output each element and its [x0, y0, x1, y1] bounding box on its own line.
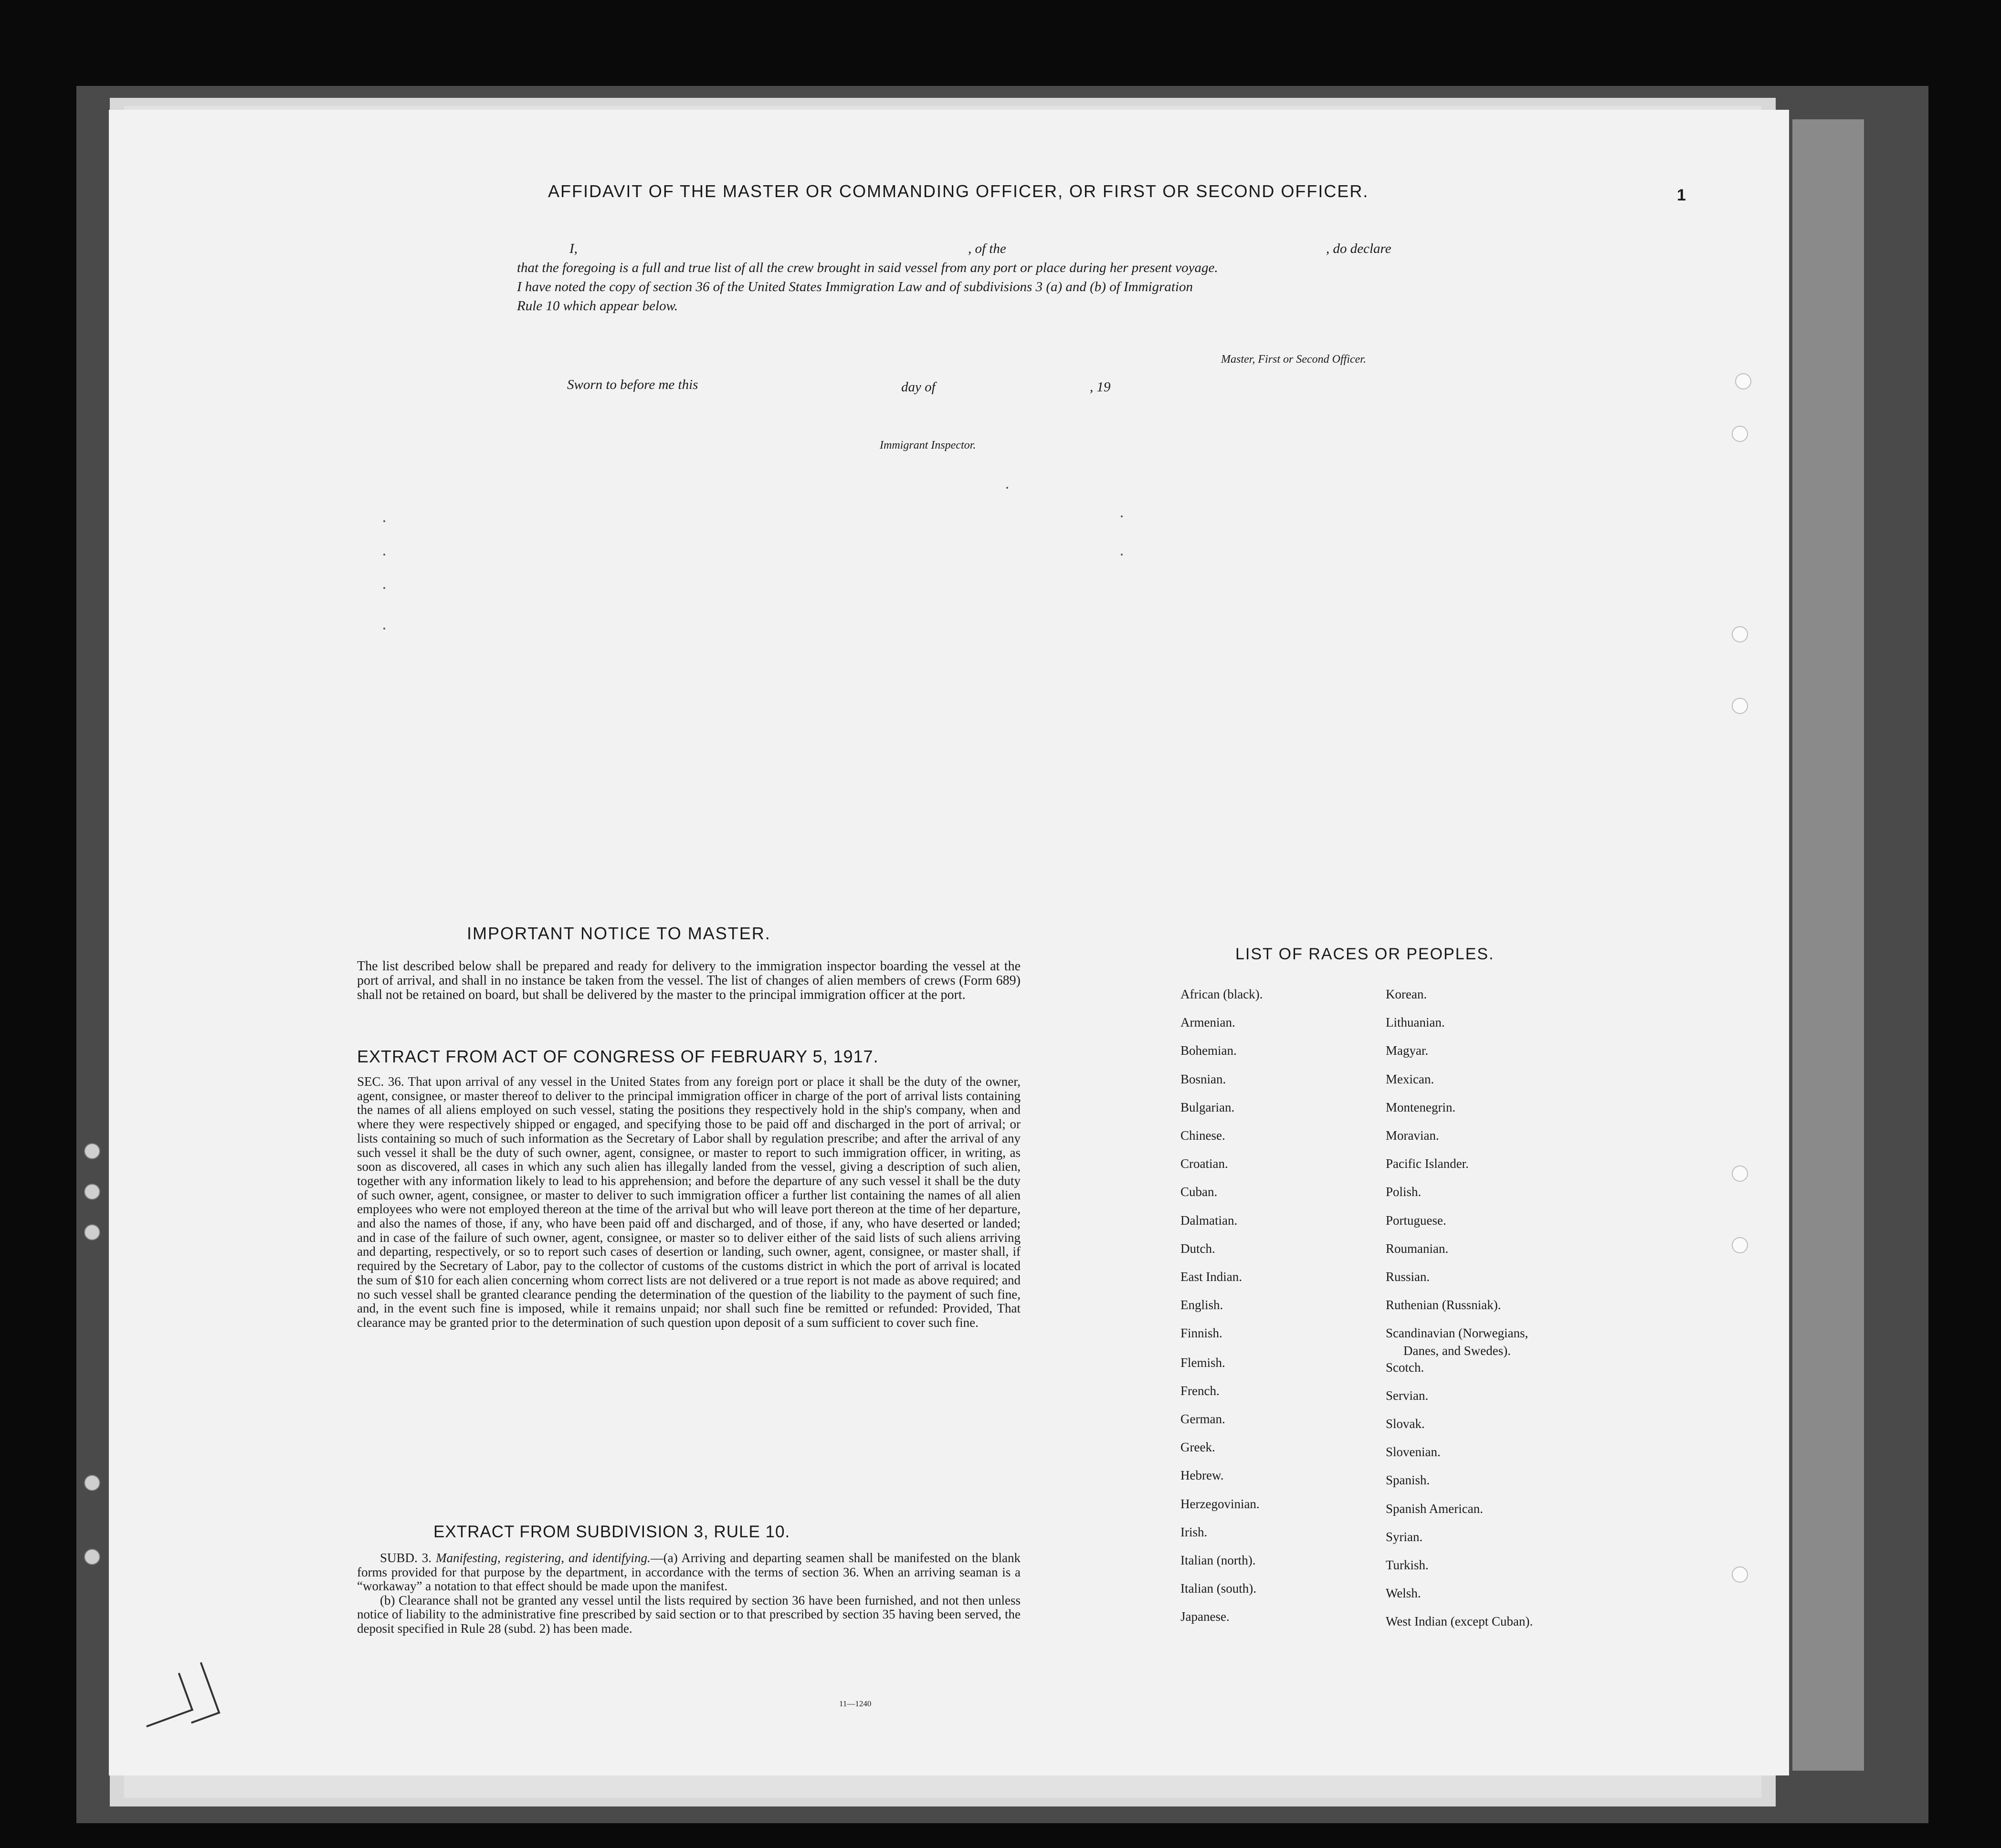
race-item: Armenian. — [1180, 1015, 1235, 1030]
race-item: Dutch. — [1180, 1241, 1215, 1256]
affidavit-of-the: , of the — [968, 241, 1006, 256]
speck — [1121, 515, 1123, 517]
manifest-page — [109, 110, 1789, 1775]
punch-hole — [1732, 698, 1748, 714]
race-item: Italian (south). — [1180, 1581, 1256, 1596]
subd-para-a: —(a) Arriving and departing seamen shall be manifested on the blank forms provided for that purpose by the department, in accordance with the terms of section 36. When an arriving seaman is a “workaway” a notation to that effect should be made upon the manifest. — [357, 1551, 1021, 1593]
punch-hole — [1732, 426, 1748, 442]
races-title: LIST OF RACES OR PEOPLES. — [1235, 945, 1495, 963]
subdivision-3-text — [357, 1551, 1021, 1636]
race-item: Moravian. — [1386, 1128, 1439, 1143]
race-item: German. — [1180, 1412, 1225, 1426]
punch-hole — [1732, 1566, 1748, 1583]
year-label: , 19 — [1090, 379, 1111, 395]
race-item: African (black). — [1180, 987, 1263, 1001]
race-item: Welsh. — [1386, 1586, 1421, 1601]
punch-hole — [84, 1549, 100, 1565]
sworn-label: Sworn to before me this — [567, 377, 698, 392]
race-item: Cuban. — [1180, 1185, 1218, 1199]
race-item: Montenegrin. — [1386, 1100, 1456, 1114]
punch-hole — [84, 1475, 100, 1491]
affidavit-line-3: I have noted the copy of section 36 of the United States Immigration Law and of subdivisions 3 (a) and (b) of Immigration — [517, 279, 1193, 294]
subd-heading: Manifesting, registering, and identifying. — [436, 1551, 651, 1565]
race-item: Slovenian. — [1386, 1445, 1441, 1460]
race-item: Turkish. — [1386, 1558, 1429, 1572]
page-number: 1 — [1677, 186, 1686, 204]
punch-hole — [1735, 373, 1751, 389]
race-item: Scotch. — [1386, 1360, 1424, 1375]
race-item: Russian. — [1386, 1270, 1430, 1284]
race-item: West Indian (except Cuban). — [1386, 1614, 1533, 1629]
affidavit-line-2: that the foregoing is a full and true list of all the crew brought in said vessel from any port or place during her present voyage. — [517, 260, 1218, 275]
punch-hole — [1732, 1166, 1748, 1182]
affidavit-do-declare: , do declare — [1326, 241, 1391, 256]
race-item: Korean. — [1386, 987, 1427, 1001]
punch-hole — [1732, 626, 1748, 642]
race-item: Croatian. — [1180, 1156, 1228, 1171]
race-item: Spanish. — [1386, 1473, 1430, 1488]
punch-hole — [84, 1224, 100, 1240]
race-item: Irish. — [1180, 1524, 1208, 1539]
race-item: Greek. — [1180, 1440, 1215, 1455]
race-item: Hebrew. — [1180, 1468, 1224, 1483]
day-of-label: day of — [901, 379, 936, 395]
race-item: Portuguese. — [1386, 1213, 1446, 1228]
race-item: Finnish. — [1180, 1326, 1222, 1341]
punch-hole — [84, 1184, 100, 1200]
extract-act-title: EXTRACT FROM ACT OF CONGRESS OF FEBRUARY 5, 1917. — [357, 1047, 879, 1066]
race-item: English. — [1180, 1298, 1223, 1312]
race-item: French. — [1180, 1383, 1220, 1398]
form-code: 11—1240 — [839, 1699, 872, 1708]
notice-title: IMPORTANT NOTICE TO MASTER. — [467, 924, 771, 943]
master-signature-label: Master, First or Second Officer. — [1221, 353, 1366, 366]
affidavit-title: AFFIDAVIT OF THE MASTER OR COMMANDING OFFICER, OR FIRST OR SECOND OFFICER. — [548, 181, 1369, 201]
speck — [383, 520, 385, 522]
inspector-label: Immigrant Inspector. — [880, 439, 976, 452]
speck — [1121, 554, 1123, 556]
race-item: Magyar. — [1386, 1043, 1429, 1058]
race-item: Mexican. — [1386, 1071, 1434, 1086]
race-item: Slovak. — [1386, 1417, 1425, 1431]
folder-edge — [1792, 119, 1864, 1771]
race-item: Bosnian. — [1180, 1071, 1226, 1086]
affidavit-i: I, — [569, 241, 578, 256]
race-item: Spanish American. — [1386, 1501, 1483, 1516]
speck — [383, 554, 385, 556]
section-36-text: SEC. 36. That upon arrival of any vessel in the United States from any foreign port or place it shall be the duty of the owner, agent, consignee, or master thereof to deliver to the principal immigration officer in charge of the port of arrival lists containing the names of all aliens employed on such vessel, stating the positions they respectively hold in the ship's company, when and where they were respectively shipped or engaged, and specifying those to be paid off and discharged in the port of arrival; or lists containing so much of such information as the Secretary of Labor shall by regulation prescribe; and after the arrival of any such vessel it shall be the duty of such owner, agent, consignee, or master to report to such immigration officer, in writing, as soon as discovered, all cases in which any such alien has illegally landed from the vessel, giving a description of such alien, together with any information likely to lead to his apprehension; and before the departure of any such vessel it shall be the duty of such owner, agent, consignee, or master to deliver to such immigration officer a further list containing the names of all alien employees who were not employed thereon at the time of the arrival but who will leave port thereon at the time of her departure, and also the names of those, if any, who have been paid off and discharged, and of those, if any, who have deserted or landed; and in case of the failure of such owner, agent, consignee, or master so to deliver either of the said lists of such aliens arriving and departing, respectively, or so to report such cases of desertion or landing, such owner, agent, consignee, or master shall, if required by the Secretary of Labor, pay to the collector of customs of the customs district in which the port of arrival is located the sum of $10 for each alien concerning whom correct lists are not delivered or a true report is not made as above required; and no such vessel shall be granted clearance pending the determination of the question of the liability to the payment of such fine, and, in the event such fine is imposed, while it remains unpaid; nor shall such fine be remitted or refunded: Provided, That clearance may be granted prior to the determination of such question upon deposit of a sum sufficient to cover such fine. — [357, 1074, 1021, 1330]
race-item: Servian. — [1386, 1388, 1429, 1403]
race-item: Bohemian. — [1180, 1043, 1237, 1058]
race-item-continuation: Danes, and Swedes). — [1403, 1344, 1511, 1358]
race-item: Roumanian. — [1386, 1241, 1449, 1256]
race-item: Ruthenian (Russniak). — [1386, 1298, 1501, 1312]
race-item: Polish. — [1386, 1185, 1422, 1199]
race-item: Chinese. — [1180, 1128, 1225, 1143]
race-item: Scandinavian (Norwegians, — [1386, 1326, 1528, 1341]
race-item: Syrian. — [1386, 1529, 1423, 1544]
speck — [1006, 487, 1008, 489]
affidavit-line-4: Rule 10 which appear below. — [517, 298, 678, 314]
race-item: Pacific Islander. — [1386, 1156, 1469, 1171]
speck — [383, 587, 385, 589]
race-item: East Indian. — [1180, 1270, 1242, 1284]
extract-rule-title: EXTRACT FROM SUBDIVISION 3, RULE 10. — [433, 1522, 790, 1541]
punch-hole — [84, 1143, 100, 1159]
race-item: Italian (north). — [1180, 1553, 1256, 1567]
race-item: Japanese. — [1180, 1609, 1230, 1624]
speck — [383, 628, 385, 630]
subd-label: SUBD. 3. — [380, 1551, 432, 1565]
race-item: Herzegovinian. — [1180, 1496, 1260, 1511]
race-item: Bulgarian. — [1180, 1100, 1235, 1114]
race-item: Flemish. — [1180, 1355, 1225, 1370]
notice-body: The list described below shall be prepared and ready for delivery to the immigration inspector boarding the vessel at the port of arrival, and shall in no instance be taken from the vessel. The list of changes of alien members of crews (Form 689) shall not be retained on board, but shall be delivered by the master to the principal immigration officer at the port. — [357, 959, 1021, 1002]
subd-para-b: (b) Clearance shall not be granted any vessel until the lists required by section 36 have been furnished, and not then unless notice of liability to the administrative fine prescribed by said section or to that prescribed by section 35 having been served, the deposit specified in Rule 28 (subd. 2) has been made. — [357, 1593, 1021, 1636]
race-item: Lithuanian. — [1386, 1015, 1445, 1030]
race-item: Dalmatian. — [1180, 1213, 1238, 1228]
punch-hole — [1732, 1237, 1748, 1253]
